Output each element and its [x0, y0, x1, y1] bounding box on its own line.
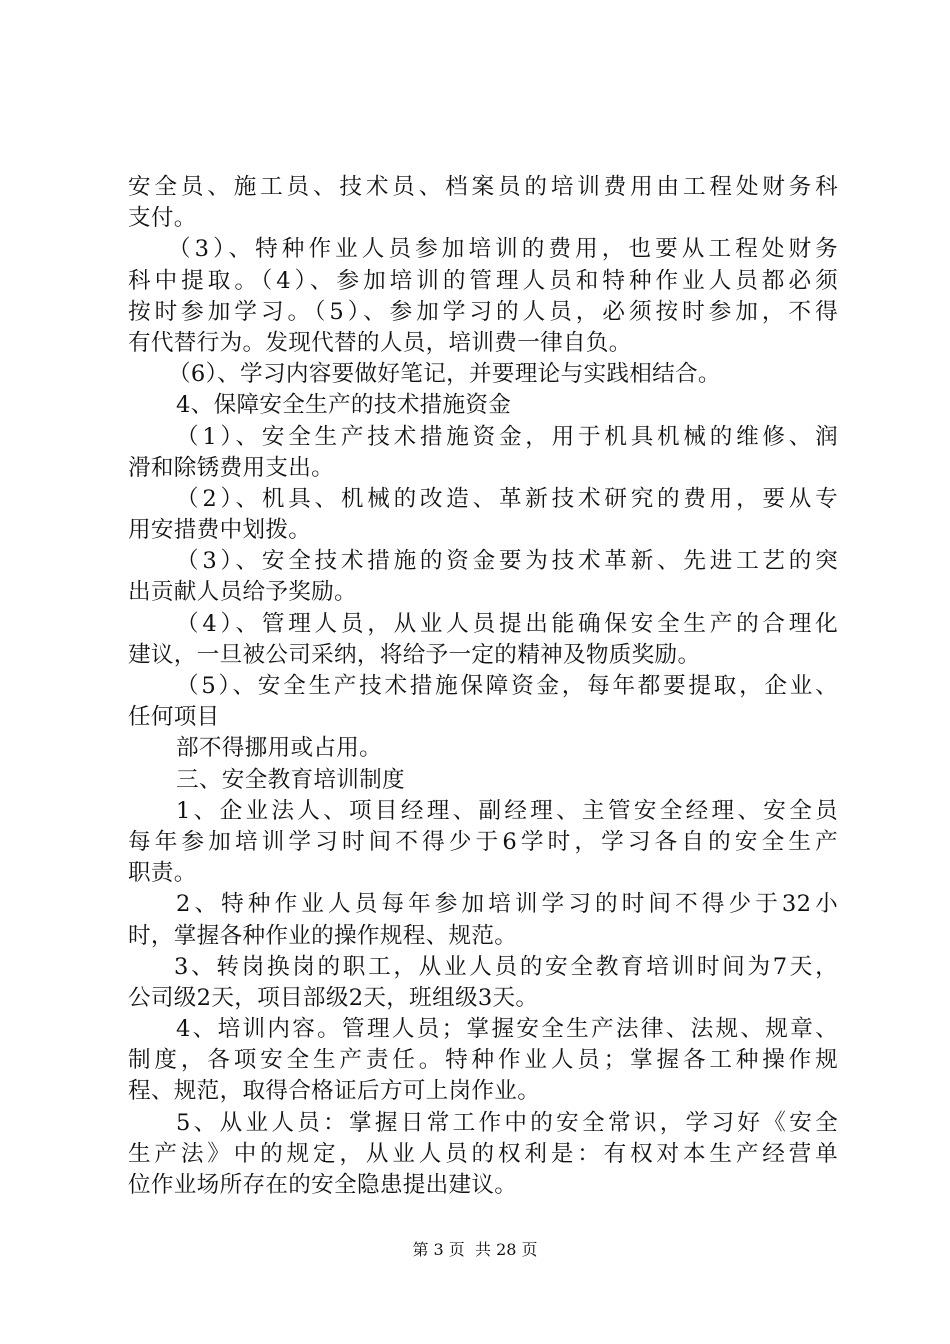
- paragraph-line: 4、培训内容。管理人员；掌握安全生产法律、法规、规章、: [176, 1016, 838, 1043]
- paragraph-line: 5、从业人员：掌握日常工作中的安全常识，学习好《安全: [176, 1109, 838, 1136]
- paragraph-line: 用安措费中划拨。: [128, 517, 312, 544]
- paragraph-line: 建议，一旦被公司采纳，将给予一定的精神及物质奖励。: [128, 641, 701, 668]
- paragraph-line: 每年参加培训学习时间不得少于6学时，学习各自的安全生产: [128, 828, 838, 855]
- paragraph-line: 位作业场所存在的安全隐患提出建议。: [128, 1172, 518, 1198]
- paragraph-line: （5）、安全生产技术措施保障资金，每年都要提取，企业、: [176, 673, 838, 699]
- section-heading: 三、安全教育培训制度: [176, 766, 405, 793]
- page-number: 第 3 页: [412, 1240, 465, 1259]
- page-footer: [0, 1240, 950, 1260]
- paragraph-line: （6）、学习内容要做好笔记，并要理论与实践相结合。: [168, 361, 721, 388]
- paragraph-line: （3）、特种作业人员参加培训的费用，也要从工程处财务: [168, 236, 838, 263]
- paragraph-line: 公司级2天，项目部级2天，班组级3天。: [128, 984, 539, 1011]
- paragraph-line: 出贡献人员给予奖励。: [128, 579, 357, 606]
- paragraph-line: （1）、安全生产技术措施资金，用于机具机械的维修、润: [176, 423, 838, 450]
- paragraph-line: 科中提取。（4）、参加培训的管理人员和特种作业人员都必须: [128, 267, 838, 294]
- document-body: [128, 172, 838, 1201]
- paragraph-line: 1、企业法人、项目经理、副经理、主管安全经理、安全员: [176, 797, 838, 824]
- paragraph-line: 程、规范，取得合格证后方可上岗作业。: [128, 1078, 541, 1105]
- section-heading: 4、保障安全生产的技术措施资金: [176, 392, 512, 419]
- paragraph-line: 时，掌握各种作业的操作规程、规范。: [128, 922, 518, 949]
- paragraph-line: 2、特种作业人员每年参加培训学习的时间不得少于32小: [176, 891, 838, 918]
- paragraph-line: 有代替行为。发现代替的人员，培训费一律自负。: [128, 329, 632, 356]
- paragraph-line: 任何项目: [128, 704, 220, 731]
- paragraph-line: 生产法》中的规定，从业人员的权利是：有权对本生产经营单: [128, 1140, 838, 1167]
- paragraph-line: 按时参加学习。（5）、参加学习的人员，必须按时参加，不得: [128, 298, 838, 325]
- paragraph-line: （2）、机具、机械的改造、革新技术研究的费用，要从专: [176, 485, 838, 512]
- paragraph-line: 制度，各项安全生产责任。特种作业人员；掌握各工种操作规: [128, 1047, 838, 1074]
- paragraph-line: 部不得挪用或占用。: [176, 735, 383, 762]
- paragraph-line: 3、转岗换岗的职工，从业人员的安全教育培训时间为7天，: [174, 953, 838, 980]
- paragraph-line: （3）、安全技术措施的资金要为技术革新、先进工艺的突: [176, 548, 838, 575]
- paragraph-line: 安全员、施工员、技术员、档案员的培训费用由工程处财务科: [128, 174, 838, 200]
- paragraph-line: 支付。: [128, 205, 197, 232]
- paragraph-line: （4）、管理人员，从业人员提出能确保安全生产的合理化: [176, 610, 838, 637]
- paragraph-line: 职责。: [128, 860, 197, 887]
- page-total: 共 28 页: [474, 1240, 538, 1259]
- paragraph-line: 滑和除锈费用支出。: [128, 454, 335, 481]
